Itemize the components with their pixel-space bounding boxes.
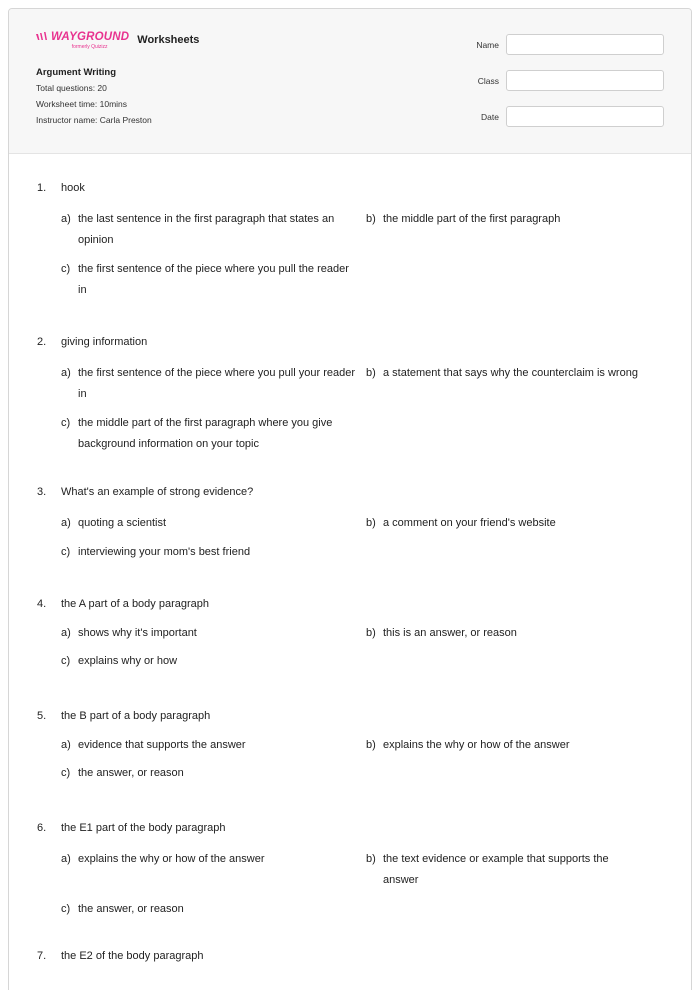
- date-field: [449, 106, 664, 127]
- brand: [36, 31, 199, 50]
- option-text: the first sentence of the piece where you pull the reader in: [78, 263, 349, 296]
- option-letter: c): [61, 655, 71, 667]
- answer-option[interactable]: [61, 763, 361, 784]
- question-text: hook: [61, 182, 85, 194]
- answer-option[interactable]: [366, 849, 636, 891]
- answer-option[interactable]: [366, 209, 671, 230]
- question-number: 6.: [37, 822, 47, 834]
- question-text: the B part of a body paragraph: [61, 710, 211, 722]
- answer-option[interactable]: [61, 413, 366, 455]
- date-input[interactable]: [506, 106, 664, 127]
- name-input[interactable]: [506, 34, 664, 55]
- option-letter: a): [61, 627, 71, 639]
- option-text: the last sentence in the first paragraph that states an opinion: [78, 213, 335, 246]
- option-text: shows why it's important: [78, 627, 197, 639]
- question-number: 2.: [37, 336, 47, 348]
- option-text: quoting a scientist: [78, 517, 167, 529]
- option-letter: a): [61, 517, 71, 529]
- name-field: [449, 34, 664, 55]
- answer-option[interactable]: [61, 849, 361, 870]
- question-heading: [37, 710, 210, 722]
- answer-option[interactable]: [61, 363, 357, 405]
- option-letter: b): [366, 517, 376, 529]
- question-heading: [37, 486, 253, 498]
- option-letter: a): [61, 853, 71, 865]
- option-text: the middle part of the first paragraph where you give background information on your topic: [78, 417, 333, 450]
- question-number: 1.: [37, 182, 47, 194]
- option-letter: a): [61, 213, 71, 225]
- option-letter: b): [366, 739, 376, 751]
- worksheet-time: Worksheet time: 10mins: [36, 99, 128, 109]
- question-number: 4.: [37, 598, 47, 610]
- wayground-logo-icon: [36, 32, 48, 42]
- option-letter: c): [61, 263, 71, 275]
- question-text: the E2 of the body paragraph: [61, 950, 204, 962]
- option-letter: c): [61, 903, 71, 915]
- option-letter: b): [366, 367, 376, 379]
- option-text: explains why or how: [78, 655, 178, 667]
- question-text: What's an example of strong evidence?: [61, 486, 254, 498]
- option-text: the answer, or reason: [78, 903, 184, 915]
- answer-option[interactable]: [61, 651, 361, 672]
- option-text: the answer, or reason: [78, 767, 184, 779]
- option-text: the first sentence of the piece where you pull your reader in: [78, 367, 355, 400]
- question-number: 3.: [37, 486, 47, 498]
- answer-option[interactable]: [61, 209, 361, 251]
- option-text: a comment on your friend's website: [383, 517, 556, 529]
- question-heading: [37, 950, 204, 962]
- option-text: evidence that supports the answer: [78, 739, 246, 751]
- answer-option[interactable]: [366, 735, 676, 756]
- question-text: the A part of a body paragraph: [61, 598, 210, 610]
- instructor-name: Instructor name: Carla Preston: [36, 115, 152, 125]
- answer-option[interactable]: [61, 623, 361, 644]
- answer-option[interactable]: [61, 513, 361, 534]
- option-text: explains the why or how of the answer: [383, 739, 570, 751]
- brand-name: WAYGROUND: [51, 31, 130, 43]
- answer-option[interactable]: [366, 363, 676, 384]
- option-text: explains the why or how of the answer: [78, 853, 265, 865]
- question-number: 5.: [37, 710, 47, 722]
- question-text: the E1 part of the body paragraph: [61, 822, 226, 834]
- option-letter: b): [366, 853, 376, 865]
- answer-option[interactable]: [61, 542, 361, 563]
- worksheet-meta: [36, 67, 152, 131]
- option-letter: b): [366, 627, 376, 639]
- option-text: a statement that says why the counterclaim is wrong: [383, 367, 638, 379]
- class-label: Class: [477, 75, 499, 86]
- brand-subtitle: formerly Quizizz: [71, 44, 108, 50]
- class-input[interactable]: [506, 70, 664, 91]
- answer-option[interactable]: [366, 513, 676, 534]
- answer-option[interactable]: [61, 259, 351, 301]
- option-letter: c): [61, 767, 71, 779]
- option-text: this is an answer, or reason: [383, 627, 517, 639]
- option-letter: c): [61, 417, 71, 429]
- name-label: Name: [476, 39, 499, 50]
- option-letter: a): [61, 739, 71, 751]
- question-heading: [37, 598, 209, 610]
- worksheet-title: Argument Writing: [36, 67, 117, 78]
- total-questions: Total questions: 20: [36, 83, 107, 93]
- question-heading: [37, 822, 226, 834]
- worksheet-header: [9, 9, 691, 154]
- option-letter: b): [366, 213, 376, 225]
- option-text: the text evidence or example that supports the answer: [383, 853, 609, 886]
- worksheet-page: [8, 8, 692, 990]
- date-label: Date: [481, 111, 499, 122]
- option-letter: c): [61, 546, 71, 558]
- answer-option[interactable]: [366, 623, 676, 644]
- answer-option[interactable]: [61, 899, 361, 920]
- option-text: interviewing your mom's best friend: [78, 546, 251, 558]
- question-heading: [37, 182, 85, 194]
- wayground-logo: [36, 31, 129, 50]
- option-text: the middle part of the first paragraph: [383, 213, 561, 225]
- question-text: giving information: [61, 336, 148, 348]
- app-title: Worksheets: [137, 34, 200, 46]
- class-field: [449, 70, 664, 91]
- option-letter: a): [61, 367, 71, 379]
- answer-option[interactable]: [61, 735, 361, 756]
- question-number: 7.: [37, 950, 47, 962]
- question-heading: [37, 336, 147, 348]
